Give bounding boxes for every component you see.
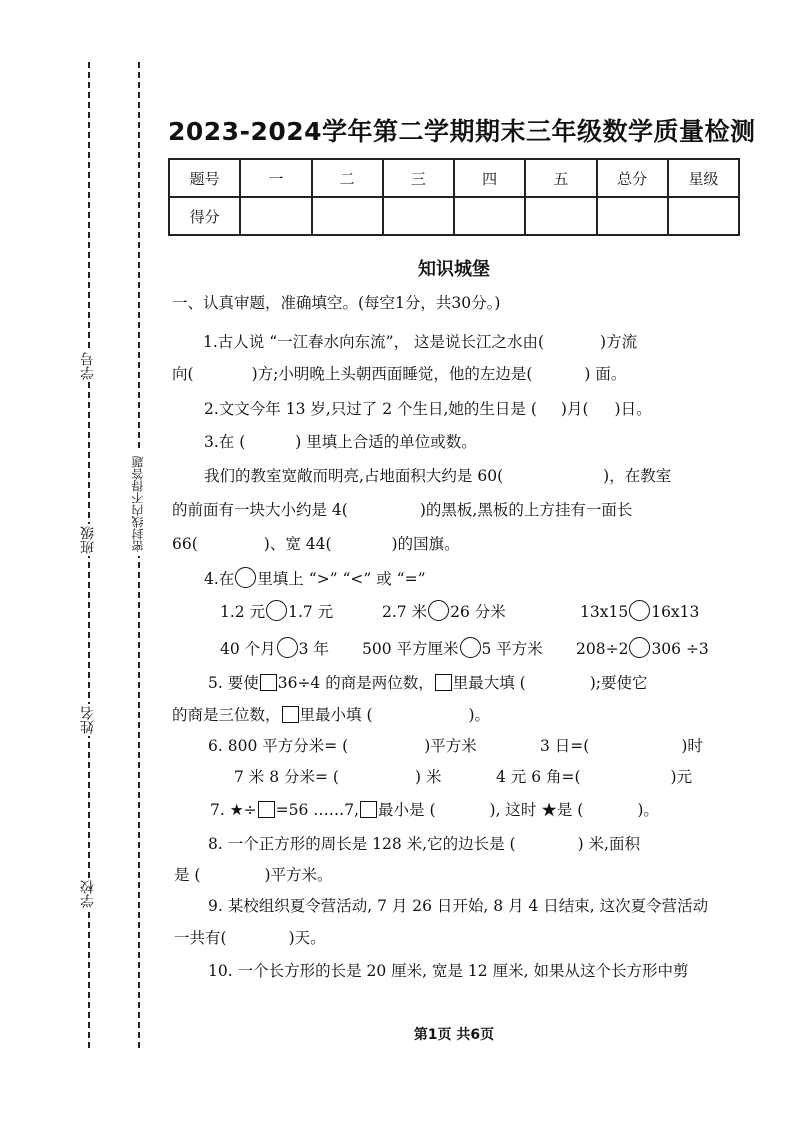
question-4-row-1 <box>220 600 333 622</box>
q1-text: 向( <box>172 365 194 383</box>
question-4-row-2 <box>362 637 543 659</box>
score-header-cell: 三 <box>383 159 454 197</box>
q6-text: )平方米 <box>424 737 477 755</box>
q5-text: );要使它 <box>589 674 648 692</box>
q2-text: 2.文文今年 13 岁,只过了 2 个生日,她的生日是 ( <box>204 400 537 418</box>
score-header-cell: 星级 <box>668 159 739 197</box>
score-table-score-row <box>169 197 739 235</box>
q4-text: 4.在 <box>204 570 235 588</box>
score-row-label: 得分 <box>169 197 240 235</box>
q8-text: ) 米,面积 <box>577 835 640 853</box>
compare-left: 40 个月 <box>220 640 276 658</box>
compare-right: 1.7 元 <box>288 603 334 621</box>
q3-text: )，在教室 <box>603 467 672 485</box>
q3-text: )的黑板,黑板的上方挂有一面长 <box>419 501 633 519</box>
question-9-line-2 <box>174 928 326 948</box>
question-3-line-1 <box>204 432 477 452</box>
q5-text: )。 <box>468 706 491 724</box>
q2-text: )日。 <box>614 400 652 418</box>
square-box[interactable] <box>435 674 452 691</box>
question-1-line-1 <box>203 332 637 352</box>
compare-left: 1.2 元 <box>220 603 266 621</box>
question-3-line-2 <box>204 466 671 486</box>
q7-text: 7. ★÷ <box>210 801 257 819</box>
score-cell <box>668 197 739 235</box>
q3-text: ) 里填上合适的单位或数。 <box>295 433 477 451</box>
q7-text: 最小是 ( <box>378 801 436 819</box>
question-4-row-2 <box>220 637 329 659</box>
question-3-line-3 <box>172 500 632 520</box>
q8-text: )平方米。 <box>264 866 333 884</box>
score-header-cell: 二 <box>312 159 383 197</box>
class-label: 班级 <box>80 524 100 556</box>
score-cell <box>312 197 383 235</box>
q5-text: 36÷4 的商是两位数， <box>277 674 434 692</box>
question-4-row-1 <box>580 600 699 622</box>
question-6-line-2 <box>496 767 692 787</box>
question-4-row-2 <box>576 637 709 659</box>
q5-text: 里最小填 ( <box>299 706 373 724</box>
q5-text: 5. 要使 <box>208 674 259 692</box>
square-box[interactable] <box>282 706 299 723</box>
question-9-line-1: 9. 某校组织夏令营活动, 7 月 26 日开始, 8 月 4 日结束, 这次夏令营活动 <box>208 897 709 915</box>
question-3-line-4 <box>172 534 460 554</box>
q7-text: =56 ……7, <box>275 801 360 819</box>
section-title: 知识城堡 <box>418 259 490 280</box>
score-header-cell: 题号 <box>169 159 240 197</box>
compare-right: 3 年 <box>298 640 329 658</box>
score-header-cell: 总分 <box>597 159 668 197</box>
student-id-label: 学号 <box>80 350 100 382</box>
name-label: 姓名 <box>80 704 100 736</box>
compare-circle[interactable] <box>629 600 650 621</box>
q6-text: 6. 800 平方分米= ( <box>208 737 349 755</box>
compare-right: 16x13 <box>651 603 700 621</box>
seal-notice: 密封线内不得答题 <box>131 452 147 556</box>
q9-text: )天。 <box>288 929 326 947</box>
q1-text: 1.古人说 “一江春水向东流”， 这是说长江之水由( <box>203 333 545 351</box>
question-2 <box>204 399 652 419</box>
q5-text: 的商是三位数， <box>172 706 281 724</box>
q1-text: )方;小明晚上头朝西面睡觉，他的左边是( <box>251 365 533 383</box>
page-number: 第1页 共6页 <box>413 1027 495 1043</box>
score-cell <box>383 197 454 235</box>
square-box[interactable] <box>258 801 275 818</box>
q8-text: 8. 一个正方形的周长是 128 米,它的边长是 ( <box>208 835 516 853</box>
q2-text: )月( <box>560 400 589 418</box>
q6-text: 7 米 8 分米= ( <box>234 768 339 786</box>
score-header-cell: 五 <box>525 159 596 197</box>
q3-text: )的国旗。 <box>391 535 460 553</box>
question-4-row-1 <box>382 600 506 622</box>
compare-left: 500 平方厘米 <box>362 640 459 658</box>
q6-text: 3 日=( <box>540 737 590 755</box>
question-7 <box>210 800 659 820</box>
part-one-heading: 一、认真审题，准确填空。(每空1分，共30分。) <box>172 294 501 312</box>
compare-circle[interactable] <box>277 637 298 658</box>
question-4-heading <box>204 567 426 589</box>
q6-text: ) 米 <box>414 768 442 786</box>
q4-text: 里填上 “>” “<” 或 “=” <box>257 570 426 588</box>
compare-circle[interactable] <box>266 600 287 621</box>
q3-text: 我们的教室宽敞而明亮,占地面积大约是 60( <box>204 467 504 485</box>
question-6-line-1 <box>540 736 703 756</box>
circle-icon <box>235 567 256 588</box>
q7-text: ), 这时 ★是 ( <box>489 801 584 819</box>
score-header-cell: 一 <box>240 159 311 197</box>
question-1-line-2 <box>172 364 626 384</box>
compare-right: 5 平方米 <box>481 640 543 658</box>
compare-circle[interactable] <box>428 600 449 621</box>
score-table <box>168 158 740 236</box>
square-box[interactable] <box>360 801 377 818</box>
q5-text: 里最大填 ( <box>452 674 526 692</box>
q7-text: )。 <box>637 801 659 819</box>
q1-text: ) 面。 <box>584 365 627 383</box>
question-8-line-2 <box>174 865 333 885</box>
compare-right: 26 分米 <box>450 603 506 621</box>
score-table-header-row <box>169 159 739 197</box>
q9-text: 一共有( <box>174 929 227 947</box>
question-6-line-1 <box>208 736 477 756</box>
compare-left: 208÷2 <box>576 640 629 658</box>
square-box[interactable] <box>260 674 277 691</box>
compare-left: 13x15 <box>580 603 629 621</box>
score-cell <box>240 197 311 235</box>
compare-circle[interactable] <box>460 637 481 658</box>
q3-text: 66( <box>172 535 198 553</box>
q3-text: 3.在 ( <box>204 433 246 451</box>
question-5-line-1 <box>208 673 647 693</box>
q6-text: )时 <box>681 737 703 755</box>
q3-text: )、宽 44( <box>263 535 332 553</box>
compare-right: 306 ÷3 <box>651 640 709 658</box>
q1-text: )方流 <box>600 333 638 351</box>
q8-text: 是 ( <box>174 866 201 884</box>
score-cell <box>525 197 596 235</box>
compare-circle[interactable] <box>629 637 650 658</box>
q3-text: 的前面有一块大小约是 4( <box>172 501 348 519</box>
exam-title: 2023-2024学年第二学期期末三年级数学质量检测 <box>168 117 756 146</box>
school-label: 学校 <box>80 878 100 910</box>
q6-text: 4 元 6 角=( <box>496 768 581 786</box>
question-6-line-2 <box>234 767 441 787</box>
question-10-line-1: 10. 一个长方形的长是 20 厘米, 宽是 12 厘米, 如果从这个长方形中剪 <box>208 962 689 980</box>
score-cell <box>597 197 668 235</box>
question-8-line-1 <box>208 834 640 854</box>
question-5-line-2 <box>172 705 490 725</box>
compare-left: 2.7 米 <box>382 603 428 621</box>
score-header-cell: 四 <box>454 159 525 197</box>
q6-text: )元 <box>670 768 693 786</box>
score-cell <box>454 197 525 235</box>
